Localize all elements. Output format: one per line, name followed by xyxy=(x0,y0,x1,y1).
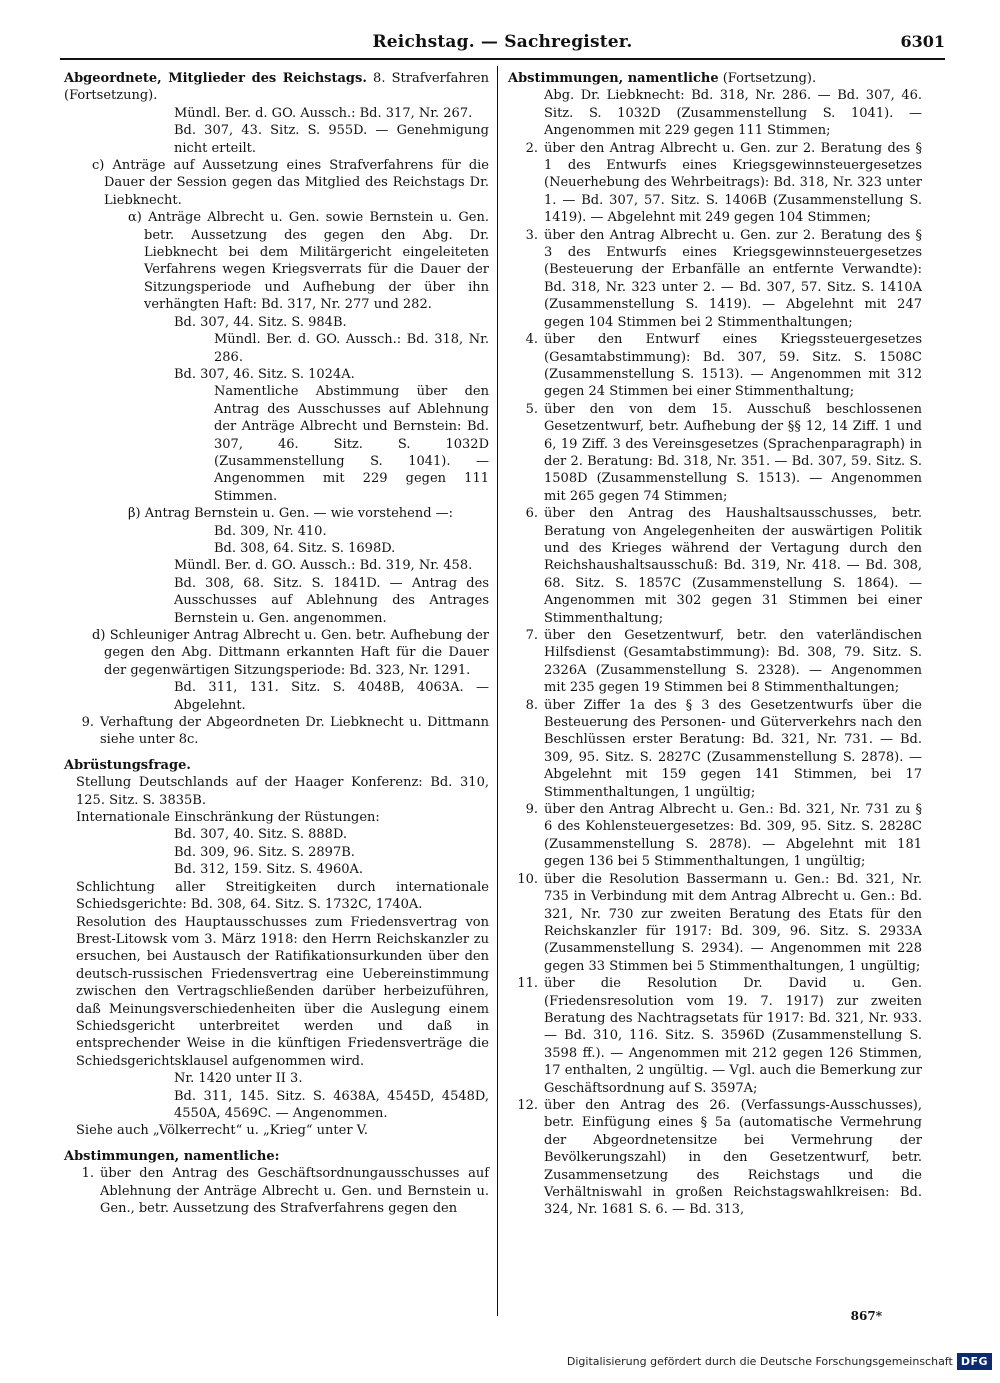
list-number: 3. xyxy=(525,227,538,243)
reference-line: Bd. 309, 96. Sitz. S. 2897B. xyxy=(174,844,355,860)
list-text: über den Antrag des Geschäftsordnungausschusses auf Ablehnung der Anträge Albrecht u. Gen. und Bernstein u. Gen., betr. Aussetzung des Strafverfahrens gegen den xyxy=(100,1166,489,1216)
reference-line: Schlichtung aller Streitigkeiten durch internationale Schiedsgerichte: Bd. 308, 64. Sitz. S. 1732C, 1740A. xyxy=(76,879,489,913)
footer-text: Digitalisierung gefördert durch die Deutsche Forschungsgemeinschaft xyxy=(566,1354,953,1368)
reference-line: Bd. 312, 159. Sitz. S. 4960A. xyxy=(174,862,364,878)
section-heading-continuation: (Fortsetzung). xyxy=(722,71,817,86)
reference-line: Bd. 307, 43. Sitz. S. 955D. — Genehmigung nicht erteilt. xyxy=(174,123,489,156)
list-item xyxy=(508,1097,922,1219)
reference-line: Mündl. Ber. d. GO. Aussch.: Bd. 317, Nr. 267. xyxy=(174,105,473,121)
list-number: 5. xyxy=(525,401,538,417)
section-heading-continuation: 8. Strafverfahren (Fortsetzung). xyxy=(64,71,489,104)
resolution-text: Resolution des Hauptausschusses zum Friedensvertrag von Brest-Litowsk vom 3. März 1918: den Herrn Reichskanzler zu ersuchen, bei Austausch der Ratifikationsurkunden über den deutsch-russischen Friedensvertrag eine Uebereinstimmung zwischen den Vertragschließenden darüber herbeizuführen, daß Meinungsverschiedenheiten über die Auslegung einem Schiedsgericht unterbreitet werden und daß in entsprechender Weise in die künftigen Friedensverträge die Schiedsgerichtsklausel aufgenommen wird. xyxy=(76,914,489,1069)
list-item xyxy=(508,627,922,697)
see-also: Siehe auch „Völkerrecht“ u. „Krieg“ unter V. xyxy=(76,1123,368,1139)
list-number: 12. xyxy=(517,1097,538,1113)
header-rule xyxy=(60,58,945,60)
list-number: 10. xyxy=(517,871,538,887)
list-item xyxy=(508,697,922,801)
reference-line: Bd. 307, 46. Sitz. S. 1024A. xyxy=(174,366,355,382)
list-number: 2. xyxy=(525,140,538,156)
reference-line: Stellung Deutschlands auf der Haager Konferenz: Bd. 310, 125. Sitz. S. 3835B. xyxy=(76,775,489,808)
list-item xyxy=(508,505,922,627)
right-column xyxy=(508,70,922,1219)
section-heading: Abstimmungen, namentliche xyxy=(508,71,719,86)
column-divider xyxy=(497,66,498,1316)
reference-line: Mündl. Ber. d. GO. Aussch.: Bd. 319, Nr. 458. xyxy=(174,558,473,574)
list-text: über den Entwurf eines Kriegssteuergesetzes (Gesamtabstimmung): Bd. 307, 59. Sitz. S. 1508C (Zusammenstellung S. 1513). — Angenommen mit 312 gegen 24 Stimmen bei einer Stimmenthaltung; xyxy=(544,332,922,400)
section-heading: Abstimmungen, namentliche: xyxy=(64,1148,280,1164)
list-item xyxy=(508,975,922,1097)
running-title: Reichstag. — Sachregister. xyxy=(372,32,633,52)
section-heading: Abrüstungsfrage. xyxy=(64,757,191,773)
list-text: über den Antrag Albrecht u. Gen.: Bd. 321, Nr. 731 zu § 6 des Kohlensteuergesetzes: Bd. 309, 95. Sitz. S. 2828C (Zusammenstellung S. 2878). — Abgelehnt mit 181 gegen 136 bei 5 Stimmenthaltungen, 1 ungültig; xyxy=(544,802,922,870)
reference-line: Bd. 307, 40. Sitz. S. 888D. xyxy=(174,827,348,843)
list-item xyxy=(508,140,922,227)
list-item xyxy=(508,801,922,871)
page-number: 6301 xyxy=(900,32,945,51)
reference-line: Bd. 311, 145. Sitz. S. 4638A, 4545D, 4548D, 4550A, 4569C. — Angenommen. xyxy=(174,1088,489,1121)
footer xyxy=(567,1350,992,1372)
entry-abstimmungen xyxy=(508,70,922,87)
list-text: über den Gesetzentwurf, betr. den vaterländischen Hilfsdienst (Gesamtabstimmung): Bd. 308, 79. Sitz. S. 2326A (Zusammenstellung S. 2328). — Angenommen mit 235 gegen 19 Stimmen bei 8 Stimmenthaltungen; xyxy=(544,628,922,696)
list-text: über den von dem 15. Ausschuß beschlossenen Gesetzentwurf, betr. Aufhebung der §§ 12, 14 Ziff. 1 und 6, 19 Ziff. 3 des Vereinsgesetzes (Sprachenparagraph) in der 2. Beratung: Bd. 318, Nr. 351. — Bd. 307, 59. Sitz. S. 1508D (Zusammenstellung S. 1513). — Angenommen mit 265 gegen 74 Stimmen; xyxy=(544,401,922,504)
reference-line: Bd. 307, 44. Sitz. S. 984B. xyxy=(174,314,347,330)
list-text: über die Resolution Dr. David u. Gen. (Friedensresolution vom 19. 7. 1917) zur zweiten Beratung des Nachtragsetats für 1917: Bd. 321, Nr. 933. — Bd. 310, 116. Sitz. S. 3596D (Zusammenstellung S. 3598 ff.). — Angenommen mit 212 gegen 126 Stimmen, 17 enthalten, 2 ungültig. — Vgl. auch die Bemerkung zur Geschäftsordnung auf S. 3597A; xyxy=(544,976,922,1096)
list-item xyxy=(64,714,489,749)
list-item xyxy=(508,331,922,401)
reference-line: Bd. 311, 131. Sitz. S. 4048B, 4063A. — Abgelehnt. xyxy=(174,680,489,713)
list-item xyxy=(508,871,922,975)
section-heading: Abgeordnete, Mitglieder des Reichstags. xyxy=(64,71,367,86)
continuation-text: Abg. Dr. Liebknecht: Bd. 318, Nr. 286. — Bd. 307, 46. Sitz. S. 1032D (Zusammenstellung S. 1041). — Angenommen mit 229 gegen 111 Stimmen; xyxy=(544,88,922,139)
dfg-logo: DFG xyxy=(957,1353,992,1370)
vote-note: Namentliche Abstimmung über den Antrag des Ausschusses auf Ablehnung der Anträge Albrecht und Bernstein: Bd. 307, 46. Sitz. S. 1032D (Zusammenstellung S. 1041). — Angenommen mit 229 gegen 111 Stimmen. xyxy=(214,384,489,504)
list-item xyxy=(508,401,922,505)
list-number: 9. xyxy=(81,715,94,731)
list-number: 11. xyxy=(517,976,538,992)
list-number: 9. xyxy=(525,802,538,818)
reference-line: Internationale Einschränkung der Rüstungen: xyxy=(76,810,380,826)
subsection-alpha: α) Anträge Albrecht u. Gen. sowie Bernstein u. Gen. betr. Aussetzung des gegen den Abg. Dr. Liebknecht bei dem Militärgericht eingeleiteten Verfahrens wegen Kriegsverrats für die Dauer der Sitzungsperiode und Aufhebung der über ihn verhängten Haft: Bd. 317, Nr. 277 und 282. xyxy=(128,210,489,313)
reference-line: Mündl. Ber. d. GO. Aussch.: Bd. 318, Nr. 286. xyxy=(214,332,489,365)
subsection-d: d) Schleuniger Antrag Albrecht u. Gen. betr. Aufhebung der gegen den Abg. Dittmann erkannten Haft für die Dauer der gegenwärtigen Sitzungsperiode: Bd. 323, Nr. 1291. xyxy=(92,628,489,678)
list-text: über den Antrag Albrecht u. Gen. zur 2. Beratung des § 1 des Entwurfs eines Kriegsgewinnsteuergesetzes (Neuerhebung des Wehrbeitrags): Bd. 318, Nr. 323 unter 1. — Bd. 307, 57. Sitz. S. 1406B (Zusammenstellung S. 1419). — Abgelehnt mit 249 gegen 104 Stimmen; xyxy=(544,140,922,226)
list-text: über Ziffer 1a des § 3 des Gesetzentwurfs über die Besteuerung des Personen- und Güterverkehrs nach den Beschlüssen erster Beratung: Bd. 321, Nr. 731. — Bd. 309, 95. Sitz. S. 2827C (Zusammenstellung S. 2878). — Abgelehnt mit 159 gegen 141 Stimmen, bei 17 Stimmenthaltungen, 1 ungültig; xyxy=(544,697,922,800)
list-text: über den Antrag des Haushaltsausschusses, betr. Beratung von Angelegenheiten der auswärtigen Politik und des Krieges während der Vertagung durch den Reichshaushaltsausschuß: Bd. 319, Nr. 418. — Bd. 308, 68. Sitz. S. 1857C (Zusammenstellung S. 1864). — Angenommen mit 302 gegen 31 Stimmen bei einer Stimmenthaltung; xyxy=(544,506,922,626)
reference-line: Nr. 1420 unter II 3. xyxy=(174,1071,303,1087)
reference-line: Bd. 308, 68. Sitz. S. 1841D. — Antrag des Ausschusses auf Ablehnung des Antrages Bernstein u. Gen. angenommen. xyxy=(174,575,489,626)
list-number: 8. xyxy=(525,697,538,713)
list-item xyxy=(508,227,922,331)
list-number: 7. xyxy=(525,628,538,643)
list-text: Verhaftung der Abgeordneten Dr. Liebknecht u. Dittmann siehe unter 8c. xyxy=(100,715,489,748)
list-text: über die Resolution Bassermann u. Gen.: Bd. 321, Nr. 735 in Verbindung mit dem Antrag Albrecht u. Gen.: Bd. 321, Nr. 730 zur zweiten Beratung des Etats für den Reichskanzler für 1917: Bd. 309, 96. Sitz. S. 2933A (Zusammenstellung S. 2934). — Angenommen mit 228 gegen 33 Stimmen bei 5 Stimmenthaltungen, 1 ungültig; xyxy=(544,871,922,974)
signature-mark: 867* xyxy=(850,1309,882,1323)
list-number: 6. xyxy=(525,506,538,522)
list-number: 4. xyxy=(525,332,538,348)
reference-line: Bd. 308, 64. Sitz. S. 1698D. xyxy=(214,540,396,556)
reference-line: Bd. 309, Nr. 410. xyxy=(214,523,327,539)
list-number: 1. xyxy=(81,1166,94,1182)
subsection-c: c) Anträge auf Aussetzung eines Strafverfahrens für die Dauer der Session gegen das Mitglied des Reichstags Dr. Liebknecht. xyxy=(92,158,489,208)
entry-abgeordnete xyxy=(64,70,489,105)
vote-list xyxy=(508,140,922,1219)
left-column xyxy=(64,70,489,1217)
page-header xyxy=(60,30,945,60)
list-item xyxy=(64,1165,489,1217)
list-text: über den Antrag Albrecht u. Gen. zur 2. Beratung des § 3 des Entwurfs eines Kriegsgewinnsteuergesetzes (Besteuerung der Erbanfälle an entfernte Verwandte): Bd. 318, Nr. 323 unter 2. — Bd. 307, 57. Sitz. S. 1410A (Zusammenstellung S. 1419). — Abgelehnt mit 247 gegen 104 Stimmen bei 2 Stimmenthaltungen; xyxy=(544,227,922,330)
subsection-beta: β) Antrag Bernstein u. Gen. — wie vorstehend —: xyxy=(128,506,454,522)
list-text: über den Antrag des 26. (Verfassungs-Ausschusses), betr. Einfügung eines § 5a (automatische Vermehrung der Abgeordnetensitze bei Vermehrung der Bevölkerungszahl) in den Gesetzentwurf, betr. Zusammensetzung des Reichstags und die Verhältniswahl in großen Reichstagswahlkreisen: Bd. 324, Nr. 1681 S. 6. — Bd. 313, xyxy=(544,1097,922,1218)
